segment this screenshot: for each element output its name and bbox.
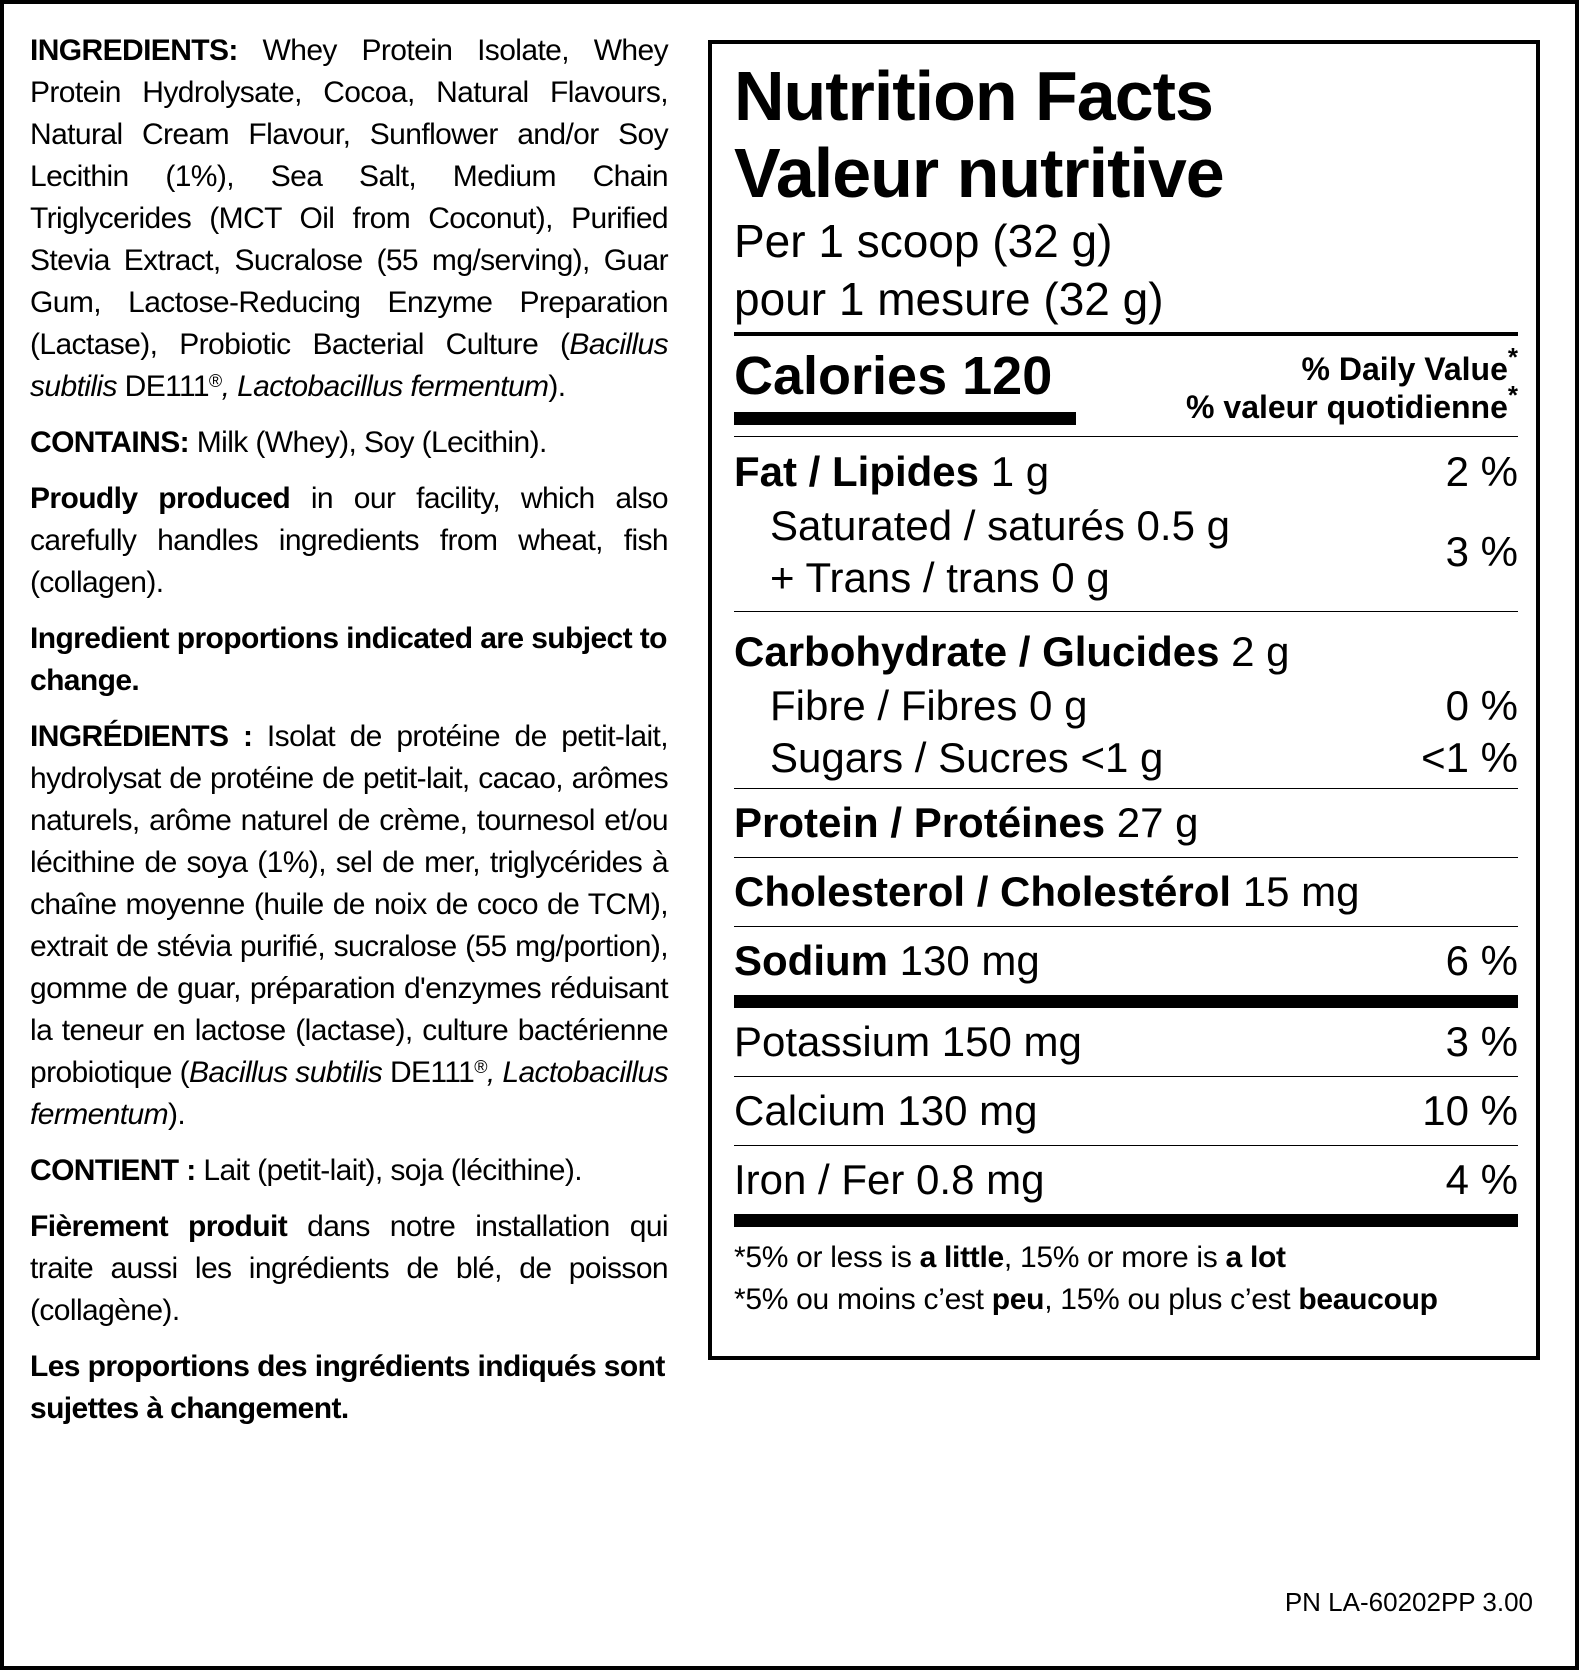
sugars-row: Sugars / Sucres <1 g <1 % (770, 734, 1518, 781)
registered-mark: ® (474, 1057, 487, 1077)
fibre-row: Fibre / Fibres 0 g 0 % (770, 682, 1518, 729)
sat-trans-dv: 3 % (1445, 528, 1518, 575)
sodium-dv: 6 % (1445, 937, 1518, 984)
thick-divider (734, 995, 1518, 1008)
footnote-en: *5% or less is a little, 15% or more is a lot (734, 1241, 1286, 1274)
footnote (734, 1237, 1518, 1321)
sugars-dv: <1 % (1421, 734, 1518, 781)
serving-fr: pour 1 mesure (32 g) (734, 273, 1164, 325)
facility-fr: Fièrement produit dans notre installation qui traite aussi les ingrédients de blé, de poisson (collagène). (30, 1210, 668, 1327)
ingredients-en-label: INGREDIENTS: (30, 34, 238, 67)
part-number: PN LA-60202PP 3.00 (1284, 1587, 1533, 1617)
thick-divider (734, 1214, 1518, 1227)
iron-row: Iron / Fer 0.8 mg 4 % (734, 1156, 1518, 1203)
facility-en: Proudly produced in our facility, which also carefully handles ingredients from wheat, fish (collagen). (30, 482, 668, 599)
contains-fr: CONTIENT : Lait (petit-lait), soja (lécithine). (30, 1154, 582, 1187)
ingredients-column (30, 30, 668, 1444)
calories-bar (734, 412, 1076, 425)
ingredients-fr: INGRÉDIENTS : Isolat de protéine de petit-lait, hydrolysat de protéine de petit-lait, cacao, arômes naturels, arôme naturel de crème, tournesol et/ou lécithine de soya (1%), sel de mer, triglycérides à chaîne moyenne (huile de noix de coco de TCM), extrait de stévia purifié, sucralose (55 mg/portion), gomme de guar, préparation d'enzymes réduisant la teneur en lactose (lactase), culture bactérienne probiotique (Bacillus subtilis DE111®, Lactobacillus fermentum). (30, 720, 668, 1131)
potassium-dv: 3 % (1445, 1018, 1518, 1065)
contains-en: CONTAINS: Milk (Whey), Soy (Lecithin). (30, 426, 547, 459)
proportions-fr: Les proportions des ingrédients indiqués sont sujettes à changement. (30, 1350, 665, 1425)
daily-value-header: % Daily Value* % valeur quotidienne* (1186, 342, 1518, 425)
sodium-row: Sodium 130 mg 6 % (734, 937, 1518, 984)
trans-fat: + Trans / trans 0 g (770, 554, 1110, 601)
registered-mark: ® (208, 371, 222, 391)
sat-trans-group (734, 499, 1518, 611)
title-fr: Valeur nutritive (734, 134, 1224, 212)
saturated-fat: Saturated / saturés 0.5 g (770, 502, 1230, 549)
iron-dv: 4 % (1445, 1156, 1518, 1203)
fat-row: Fat / Lipides 1 g 2 % (734, 448, 1518, 495)
carb-row: Carbohydrate / Glucides 2 g (734, 628, 1290, 675)
footnote-fr: *5% ou moins c’est peu, 15% ou plus c’est beaucoup (734, 1283, 1438, 1316)
fibre-dv: 0 % (1445, 682, 1518, 729)
potassium-row: Potassium 150 mg 3 % (734, 1018, 1518, 1065)
calories-value: 120 (962, 346, 1053, 406)
ingredients-fr-label: INGRÉDIENTS : (30, 720, 253, 753)
nutrition-facts-panel (708, 40, 1540, 1360)
ingredients-en: INGREDIENTS: Whey Protein Isolate, Whey Protein Hydrolysate, Cocoa, Natural Flavours, Natural Cream Flavour, Sunflower and/or Soy Lecithin (1%), Sea Salt, Medium Chain Triglycerides (MCT Oil from Coconut), Purified Stevia Extract, Sucralose (55 mg/serving), Guar Gum, Lactose-Reducing Enzyme Preparation (Lactase), Probiotic Bacterial Culture (Bacillus subtilis DE111®, Lactobacillus fermentum). (30, 34, 668, 403)
title-en: Nutrition Facts (734, 57, 1213, 135)
calcium-row: Calcium 130 mg 10 % (734, 1087, 1518, 1134)
proportions-en: Ingredient proportions indicated are subject to change. (30, 622, 667, 697)
protein-row: Protein / Protéines 27 g (734, 799, 1199, 846)
fat-dv: 2 % (1445, 448, 1518, 495)
calcium-dv: 10 % (1422, 1087, 1518, 1134)
serving-en: Per 1 scoop (32 g) (734, 215, 1113, 267)
cholesterol-row: Cholesterol / Cholestérol 15 mg (734, 868, 1360, 915)
calories-row (734, 336, 1518, 436)
calories: Calories 120 (734, 346, 1053, 406)
